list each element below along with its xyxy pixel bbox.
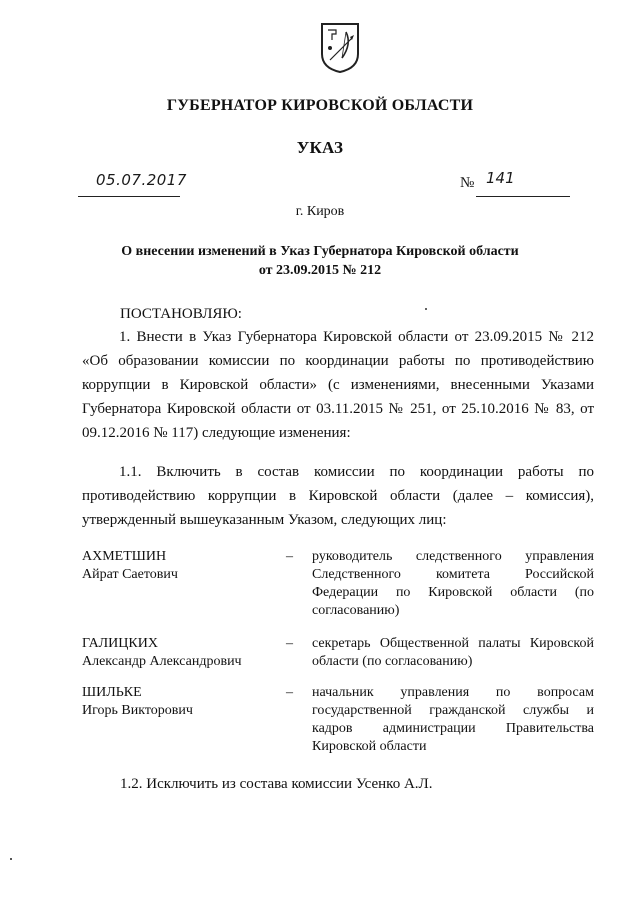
authority-title: ГУБЕРНАТОР КИРОВСКОЙ ОБЛАСТИ [166,97,474,114]
paragraph-item-1-2: 1.2. Исключить из состава комиссии Усенко А.Л. [120,776,433,792]
member-role: секретарь Общественной палаты Кировской области (по согласованию) [312,636,594,669]
member-given-name: Айрат Саетович [82,567,178,582]
handwritten-number: 141 [486,169,515,187]
member-name [82,684,193,720]
member-surname: ГАЛИЦКИХ [82,636,158,651]
member-role: руководитель следственного управления Следственного комитета Российской Федерации по Кировской области (по согласованию) [312,549,594,618]
member-given-name: Игорь Викторович [82,703,193,718]
scan-speck [425,308,427,310]
member-surname: АХМЕТШИН [82,549,167,564]
paragraph-item-1: 1. Внести в Указ Губернатора Кировской области от 23.09.2015 № 212 «Об образовании комиссии по координации работы по противодействию коррупции в Кировской области» (с изменениями, внесенными Указами Губернатора Кировской области от 03.11.2015 № 251, от 25.10.2016 № 83, от 09.12.2016 № 117) следующие изменения: [82,329,594,441]
member-given-name: Александр Александрович [82,654,242,669]
member-role: начальник управления по вопросам государственной гражданской службы и кадров администрации Правительства Кировской области [312,685,594,754]
coat-of-arms-icon [318,20,362,74]
date-underline [78,196,180,197]
handwritten-date: 05.07.2017 [96,171,187,189]
member-dash: – [286,636,293,651]
member-dash: – [286,685,293,700]
member-name [82,548,178,584]
member-surname: ШИЛЬКЕ [82,685,142,700]
member-dash: – [286,549,293,564]
number-underline [476,196,570,197]
city: г. Киров [295,204,345,219]
paragraph-item-1-1: 1.1. Включить в состав комиссии по координации работы по противодействию коррупции в Кировской области (далее – комиссия), утвержденный вышеуказанным Указом, следующих лиц: [82,464,594,528]
document-type: УКАЗ [296,138,344,157]
decree-word: ПОСТАНОВЛЯЮ: [120,306,242,322]
subject-line: от 23.09.2015 № 212 [258,263,382,278]
subject-heading [0,242,640,280]
number-label: № [460,175,475,191]
member-name [82,635,242,671]
subject-line: О внесении изменений в Указ Губернатора Кировской области [121,244,519,259]
scan-speck [10,858,12,860]
